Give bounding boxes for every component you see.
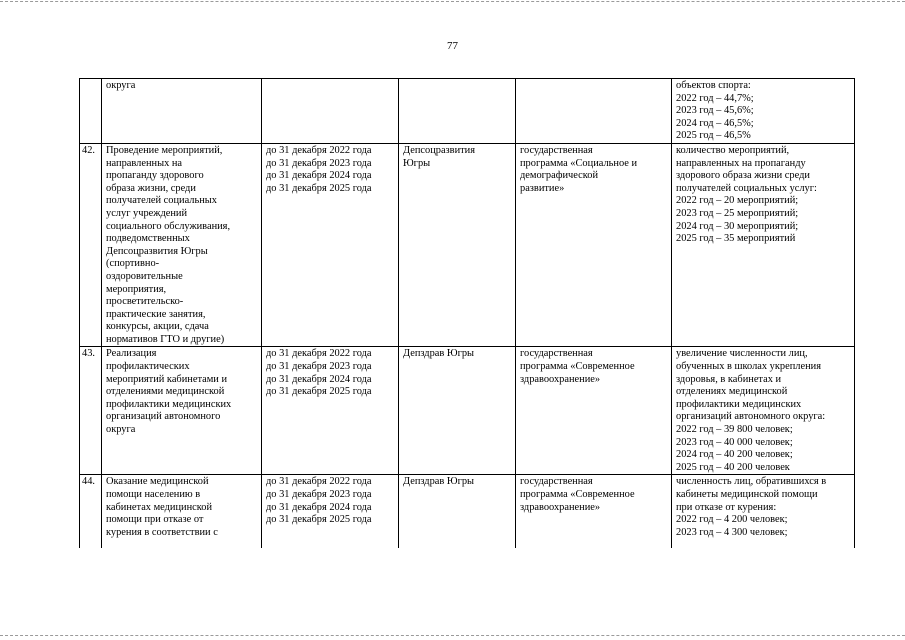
deadline-cell-line: до 31 декабря 2025 года — [266, 386, 372, 398]
deadline-cell-line: до 31 декабря 2024 года — [266, 170, 372, 182]
deadline-cell-line: до 31 декабря 2022 года — [266, 144, 372, 156]
result-cell-line: кабинеты медицинской помощи — [676, 489, 818, 500]
deadline-cell — [262, 79, 399, 144]
scan-edge-bottom — [0, 635, 905, 636]
event-cell-line: Реализация — [106, 348, 157, 360]
executor-cell-line: Югры — [403, 157, 431, 169]
event-cell-line: мероприятий кабинетами и — [106, 373, 228, 385]
event-cell-line: направленных на — [106, 157, 183, 169]
deadline-cell-line: до 31 декабря 2025 года — [266, 182, 372, 194]
event-cell-line: кабинетах медицинской — [106, 501, 213, 513]
result-cell-line: 2025 год – 46,5% — [676, 130, 751, 142]
result-cell — [672, 143, 855, 347]
event-cell-line: практические занятия, — [106, 308, 206, 320]
event-cell-line: получателей социальных — [106, 195, 217, 207]
deadline-cell-line: до 31 декабря 2023 года — [266, 361, 372, 373]
result-cell-line: 2023 год – 4 300 человек; — [676, 526, 788, 538]
result-cell-line: 2023 год – 40 000 человек; — [676, 436, 793, 448]
result-cell — [672, 475, 855, 549]
result-cell-line: 2023 год – 45,6%; — [676, 105, 754, 117]
result-cell-line: 2024 год – 46,5%; — [676, 117, 754, 129]
table-row — [80, 347, 855, 475]
event-cell-line: конкурсы, акции, сдача — [106, 321, 209, 333]
result-cell — [672, 347, 855, 475]
program-cell-line: здравоохранение» — [520, 373, 601, 385]
result-cell-line: 2024 год – 30 мероприятий; — [676, 220, 799, 232]
event-cell-line: социального обслуживания, — [106, 220, 231, 232]
deadline-cell-line: до 31 декабря 2025 года — [266, 514, 372, 526]
result-cell-line: 2024 год – 40 200 человек; — [676, 449, 793, 461]
result-cell-line: обученных в школах укрепления — [676, 361, 821, 373]
result-cell-line: количество мероприятий, — [676, 144, 790, 156]
result-cell-line: организаций автономного округа: — [676, 411, 826, 423]
page-number: 77 — [447, 40, 458, 52]
result-cell-line: увеличение численности лиц, — [676, 348, 808, 360]
deadline-cell-line: до 31 декабря 2023 года — [266, 157, 372, 169]
event-cell-line: профилактики медицинских — [106, 398, 232, 410]
event-cell-line: (спортивно- — [106, 258, 160, 270]
program-cell-line: развитие» — [520, 182, 565, 194]
row-number: 43. — [80, 347, 102, 475]
event-cell-line: помощи при отказе от — [106, 514, 204, 526]
row-number — [80, 79, 102, 144]
row-number: 42. — [80, 143, 102, 347]
event-cell-line: округа — [106, 424, 136, 436]
deadline-cell-line: до 31 декабря 2022 года — [266, 348, 372, 360]
deadline-cell — [262, 143, 399, 347]
deadline-cell — [262, 347, 399, 475]
result-cell-line: 2022 год – 20 мероприятий; — [676, 195, 799, 207]
event-cell-line: пропаганду здорового — [106, 170, 204, 182]
event-cell-line: оздоровительные — [106, 270, 183, 282]
deadline-cell-line: до 31 декабря 2024 года — [266, 501, 372, 513]
program-cell-line: программа «Современное — [520, 489, 635, 500]
executor-cell-line: Депздрав Югры — [403, 348, 475, 360]
event-cell-line: образа жизни, среди — [106, 182, 196, 194]
table-row — [80, 79, 855, 144]
result-cell-line: отделениях медицинской — [676, 386, 788, 398]
program-cell-line: государственная — [520, 476, 593, 488]
result-cell-line: 2022 год – 4 200 человек; — [676, 514, 788, 526]
event-cell-line: округа — [106, 80, 136, 91]
result-cell-line: 2025 год – 35 мероприятий — [676, 233, 796, 245]
event-cell — [102, 143, 262, 347]
executor-cell — [399, 143, 516, 347]
program-cell-line: здравоохранение» — [520, 501, 601, 513]
program-cell-line: программа «Социальное и — [520, 157, 638, 169]
table-row — [80, 143, 855, 347]
event-cell-line: подведомственных — [106, 233, 190, 245]
row-number: 44. — [80, 475, 102, 549]
result-cell-line: при отказе от курения: — [676, 501, 777, 513]
event-cell-line: мероприятия, — [106, 283, 167, 295]
event-cell-line: помощи населению в — [106, 489, 201, 500]
program-cell — [516, 475, 672, 549]
scan-edge-top — [0, 1, 905, 2]
program-cell — [516, 79, 672, 144]
deadline-cell-line: до 31 декабря 2023 года — [266, 489, 372, 500]
measures-table — [79, 78, 855, 548]
result-cell-line: 2022 год – 44,7%; — [676, 92, 754, 104]
executor-cell-line: Депздрав Югры — [403, 476, 475, 488]
result-cell-line: 2025 год – 40 200 человек — [676, 461, 790, 473]
program-cell — [516, 143, 672, 347]
deadline-cell — [262, 475, 399, 549]
event-cell-line: нормативов ГТО и другие) — [106, 333, 225, 345]
event-cell-line: отделениями медицинской — [106, 386, 225, 398]
program-cell-line: государственная — [520, 348, 593, 360]
event-cell-line: Оказание медицинской — [106, 476, 209, 488]
result-cell-line: 2023 год – 25 мероприятий; — [676, 207, 799, 219]
executor-cell — [399, 79, 516, 144]
result-cell-line: здорового образа жизни среди — [676, 170, 810, 182]
event-cell-line: организаций автономного — [106, 411, 221, 423]
event-cell — [102, 79, 262, 144]
result-cell-line: 2022 год – 39 800 человек; — [676, 424, 793, 436]
program-cell — [516, 347, 672, 475]
deadline-cell-line: до 31 декабря 2022 года — [266, 476, 372, 488]
table-row — [80, 475, 855, 549]
executor-cell — [399, 347, 516, 475]
result-cell-line: направленных на пропаганду — [676, 157, 806, 169]
result-cell-line: профилактики медицинских — [676, 398, 802, 410]
event-cell-line: курения в соответствии с — [106, 526, 218, 538]
event-cell-line: Депсоцразвития Югры — [106, 245, 208, 257]
deadline-cell-line: до 31 декабря 2024 года — [266, 373, 372, 385]
program-cell-line: демографической — [520, 170, 599, 182]
event-cell — [102, 475, 262, 549]
result-cell — [672, 79, 855, 144]
result-cell-line: получателей социальных услуг: — [676, 182, 817, 194]
result-cell-line: здоровья, в кабинетах и — [676, 373, 782, 385]
executor-cell — [399, 475, 516, 549]
program-cell-line: государственная — [520, 144, 593, 156]
event-cell-line: Проведение мероприятий, — [106, 144, 223, 156]
executor-cell-line: Депсоцразвития — [403, 144, 476, 156]
program-cell-line: программа «Современное — [520, 361, 635, 373]
event-cell — [102, 347, 262, 475]
event-cell-line: услуг учреждений — [106, 207, 188, 219]
result-cell-line: объектов спорта: — [676, 80, 751, 91]
result-cell-line: численность лиц, обратившихся в — [676, 476, 827, 488]
table-body — [80, 79, 855, 549]
event-cell-line: просветительско- — [106, 296, 184, 308]
event-cell-line: профилактических — [106, 361, 190, 373]
